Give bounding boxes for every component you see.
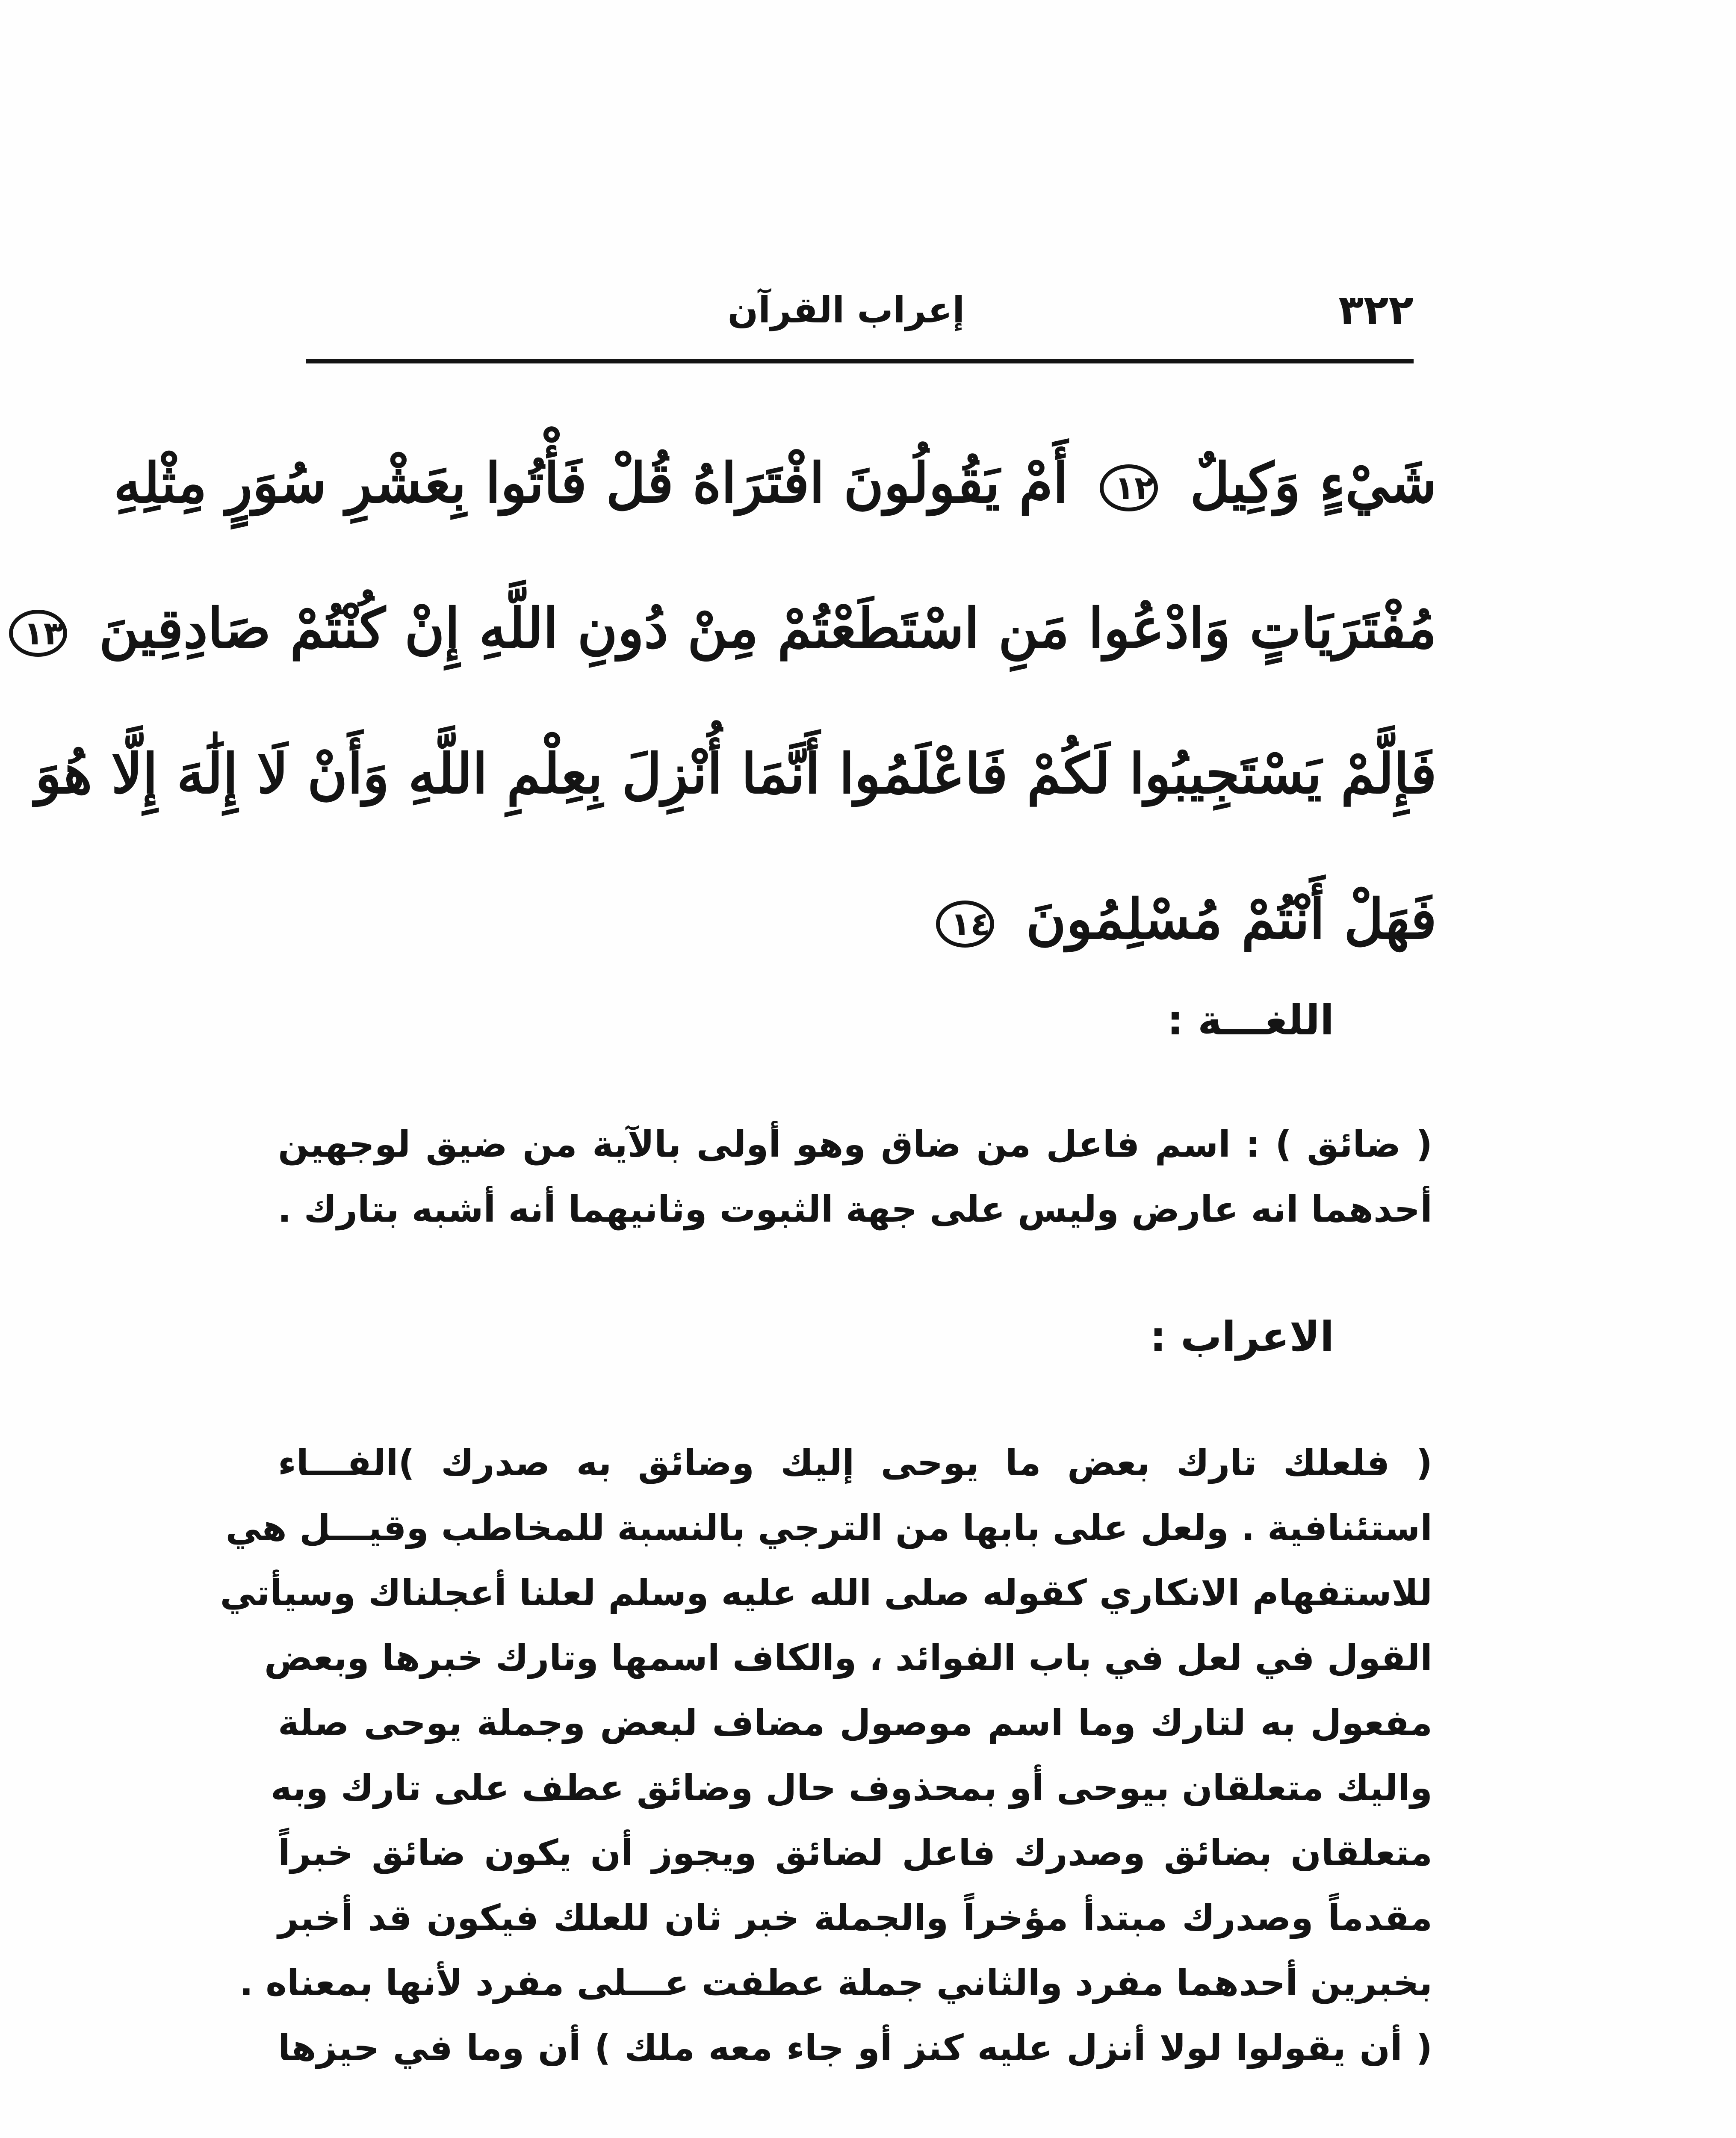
irab-line-8: مقدماً وصدرك مبتدأ مؤخراً والجملة خبر ثان للعلك فيكون قد أخبر <box>278 1897 1432 1939</box>
page-header <box>306 280 1414 340</box>
lugha-line-2: أحدهما انه عارض وليس على جهة الثبوت وثانيهما أنه أشبه بتارك . <box>278 1188 1432 1230</box>
ayah-number-marker: ١٣ <box>9 610 67 657</box>
quran-verses <box>24 410 1437 992</box>
section-heading-irab: الاعراب : <box>1150 1313 1334 1361</box>
quran-line-3 <box>35 701 1437 847</box>
irab-line-10: ( أن يقولوا لولا أنزل عليه كنز أو جاء معه ملك ) أن وما في حيزها <box>278 2027 1432 2069</box>
section-heading-lugha: اللغـــة : <box>1167 996 1334 1044</box>
irab-paragraph <box>220 1430 1432 2080</box>
irab-line-6: واليك متعلقان بيوحى أو بمحذوف حال وضائق عطف على تارك وبه <box>270 1767 1432 1809</box>
quran-line-1-start: شَيْءٍ وَكِيلٌ <box>1190 451 1437 515</box>
irab-line-3: للاستفهام الانكاري كقوله صلى الله عليه وسلم لعلنا أعجلناك وسيأتي <box>220 1572 1432 1614</box>
quran-line-1 <box>113 410 1437 556</box>
quran-line-1-end: أَمْ يَقُولُونَ افْتَرَاهُ قُلْ فَأْتُوا بِعَشْرِ سُوَرٍ مِثْلِهِ <box>113 451 1068 515</box>
quran-line-4-text: فَهَلْ أَنْتُمْ مُسْلِمُونَ <box>1026 887 1437 951</box>
running-title: إعراب القرآن <box>727 289 965 331</box>
irab-line-5: مفعول به لتارك وما اسم موصول مضاف لبعض وجملة يوحى صلة <box>278 1702 1432 1744</box>
lugha-paragraph <box>278 1112 1432 1242</box>
ayah-number-marker: ١٤ <box>936 901 994 948</box>
page-number: ٣٢٢ <box>1338 286 1414 334</box>
irab-line-9: بخبرين أحدهما مفرد والثاني جملة عطفت عـــلى مفرد لأنها بمعناه . <box>239 1962 1432 2004</box>
irab-line-4: القول في لعل في باب الفوائد ، والكاف اسمها وتارك خبرها وبعض <box>264 1637 1432 1679</box>
ayah-number-marker: ١٢ <box>1100 464 1158 511</box>
header-rule <box>306 359 1414 363</box>
lugha-line-1: ( ضائق ) : اسم فاعل من ضاق وهو أولى بالآية من ضيق لوجهين <box>278 1123 1432 1165</box>
quran-line-4 <box>299 847 1437 992</box>
irab-line-7: متعلقان بضائق وصدرك فاعل لضائق ويجوز أن يكون ضائق خبراً <box>278 1832 1432 1874</box>
irab-line-2: استئنافية . ولعل على بابها من الترجي بالنسبة للمخاطب وقيـــل هي <box>225 1507 1432 1549</box>
quran-line-2-text: مُفْتَرَيَاتٍ وَادْعُوا مَنِ اسْتَطَعْتُمْ مِنْ دُونِ اللَّهِ إِنْ كُنْتُمْ صَادِقِينَ <box>99 597 1437 661</box>
irab-line-1: ( فلعلك تارك بعض ما يوحى إليك وضائق به صدرك )الفـــاء <box>278 1442 1432 1484</box>
quran-line-3-text: فَإِلَّمْ يَسْتَجِيبُوا لَكُمْ فَاعْلَمُوا أَنَّمَا أُنْزِلَ بِعِلْمِ اللَّهِ وَأَنْ لَا إِلَٰهَ إِلَّا هُوَ <box>35 742 1437 806</box>
quran-line-2 <box>24 556 1437 701</box>
